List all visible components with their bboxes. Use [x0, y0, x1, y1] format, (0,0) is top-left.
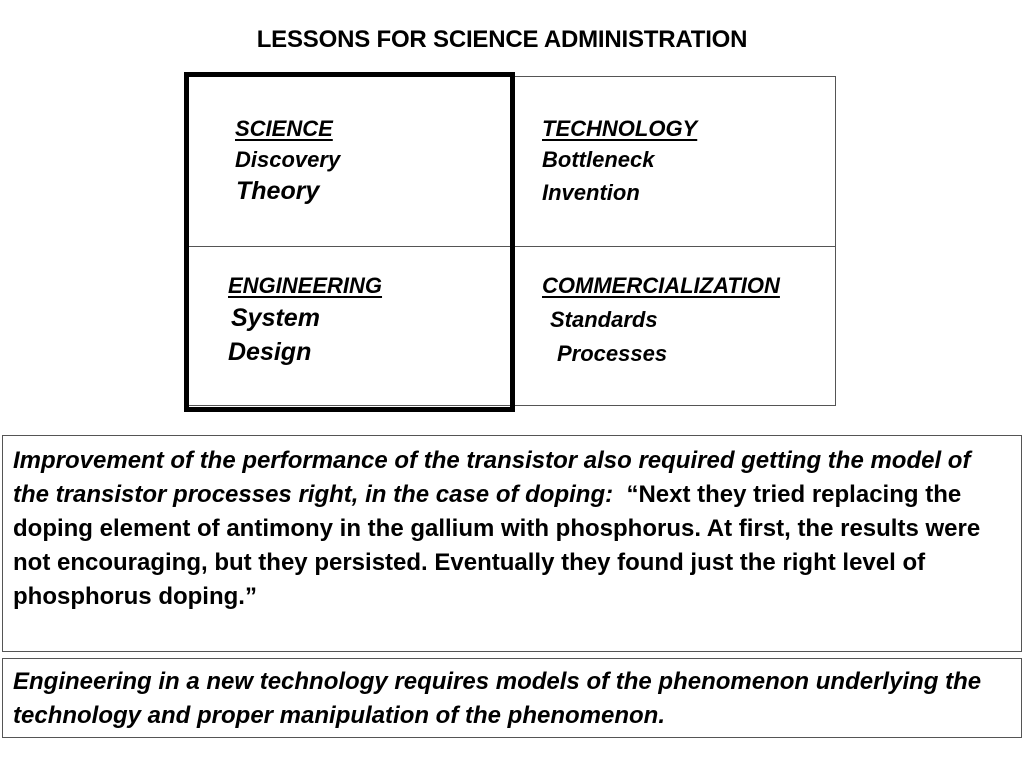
science-heading: SCIENCE — [235, 116, 333, 141]
technology-heading: TECHNOLOGY — [542, 116, 698, 141]
conclusion-text: Engineering in a new technology requires models of the phenomenon underlying the technology and proper manipulation of the phenomenon. — [13, 668, 982, 729]
transistor-intro-text: Improvement of the performance of the transistor also required getting the model of the transistor processes right, in the case of doping: — [13, 447, 971, 508]
commercialization-line-2: Processes — [557, 341, 668, 366]
science-line-2: Theory — [236, 177, 320, 205]
technology-line-2: Invention — [542, 180, 640, 205]
conclusion-text-box — [2, 658, 1022, 738]
engineering-line-1: System — [231, 304, 320, 332]
science-line-1: Discovery — [235, 147, 341, 172]
transistor-text-box — [2, 435, 1022, 652]
commercialization-line-1: Standards — [550, 307, 658, 332]
page-title: LESSONS FOR SCIENCE ADMINISTRATION — [256, 26, 748, 53]
technology-line-1: Bottleneck — [542, 147, 655, 172]
transistor-quote-text: “Next they tried replacing the doping element of antimony in the gallium with phosphorus. At first, the results were not encouraging, but they persisted. Eventually they found just the right level of phosphorus doping.” — [13, 481, 981, 610]
commercialization-heading: COMMERCIALIZATION — [542, 273, 780, 298]
engineering-line-2: Design — [228, 338, 312, 366]
engineering-heading: ENGINEERING — [228, 273, 383, 298]
